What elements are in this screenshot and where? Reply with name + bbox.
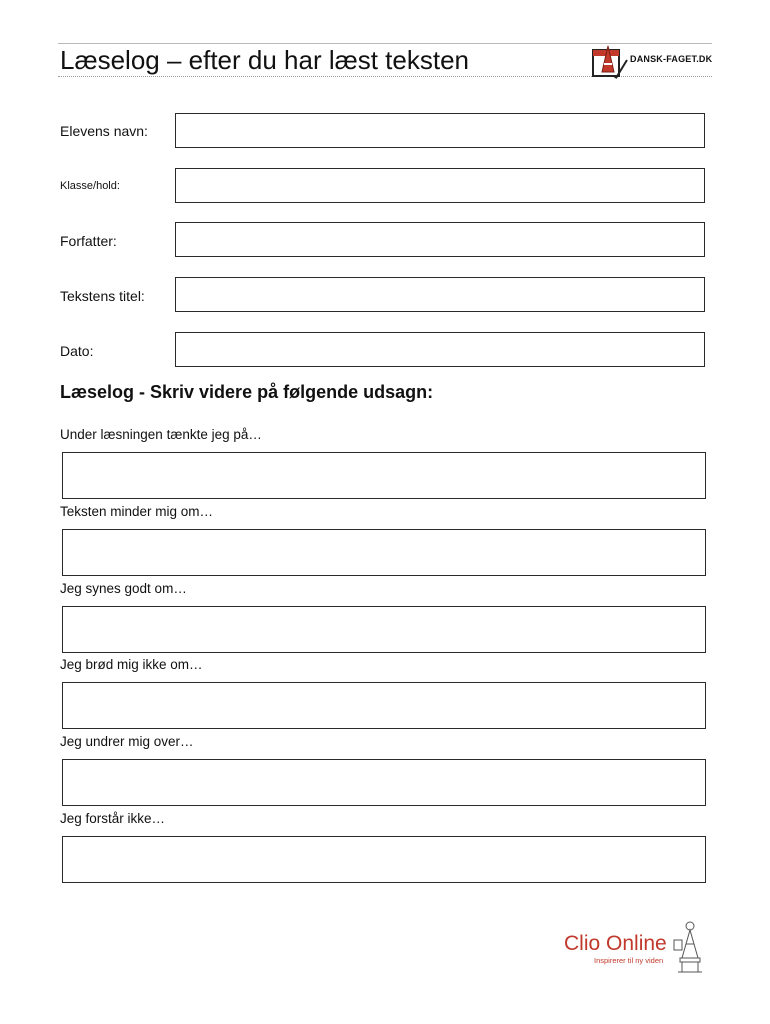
prompt-label: Teksten minder mig om… xyxy=(60,504,214,519)
answer-field[interactable] xyxy=(62,836,706,883)
brand-tagline: Inspirerer til ny viden xyxy=(594,956,664,965)
answer-field[interactable] xyxy=(62,682,706,729)
answer-field[interactable] xyxy=(62,759,706,806)
prompt-label: Jeg undrer mig over… xyxy=(60,734,194,749)
statue-icon xyxy=(668,918,708,974)
prompt-label: Jeg synes godt om… xyxy=(60,581,187,596)
text-title-field[interactable] xyxy=(175,277,705,312)
logo-text: DANSK-FAGET.DK xyxy=(630,54,713,64)
class-label: Klasse/hold: xyxy=(60,180,120,192)
pencil-board-icon xyxy=(590,42,630,80)
date-field[interactable] xyxy=(175,332,705,367)
clio-online-logo xyxy=(560,918,710,978)
answer-field[interactable] xyxy=(62,529,706,576)
section-title: Læselog - Skriv videre på følgende udsagn: xyxy=(60,382,434,402)
student-name-label: Elevens navn: xyxy=(60,123,148,139)
prompt-label: Under læsningen tænkte jeg på… xyxy=(60,427,262,442)
date-label: Dato: xyxy=(60,343,94,359)
student-name-field[interactable] xyxy=(175,113,705,148)
text-title-label: Tekstens titel: xyxy=(60,288,145,304)
prompt-label: Jeg brød mig ikke om… xyxy=(60,657,203,672)
author-field[interactable] xyxy=(175,222,705,257)
author-label: Forfatter: xyxy=(60,233,117,249)
dansk-faget-logo xyxy=(590,42,712,80)
class-field[interactable] xyxy=(175,168,705,203)
prompt-label: Jeg forstår ikke… xyxy=(60,811,166,826)
answer-field[interactable] xyxy=(62,606,706,653)
answer-field[interactable] xyxy=(62,452,706,499)
page-title: Læselog – efter du har læst teksten xyxy=(60,45,470,75)
brand-name: Clio Online xyxy=(564,932,667,955)
